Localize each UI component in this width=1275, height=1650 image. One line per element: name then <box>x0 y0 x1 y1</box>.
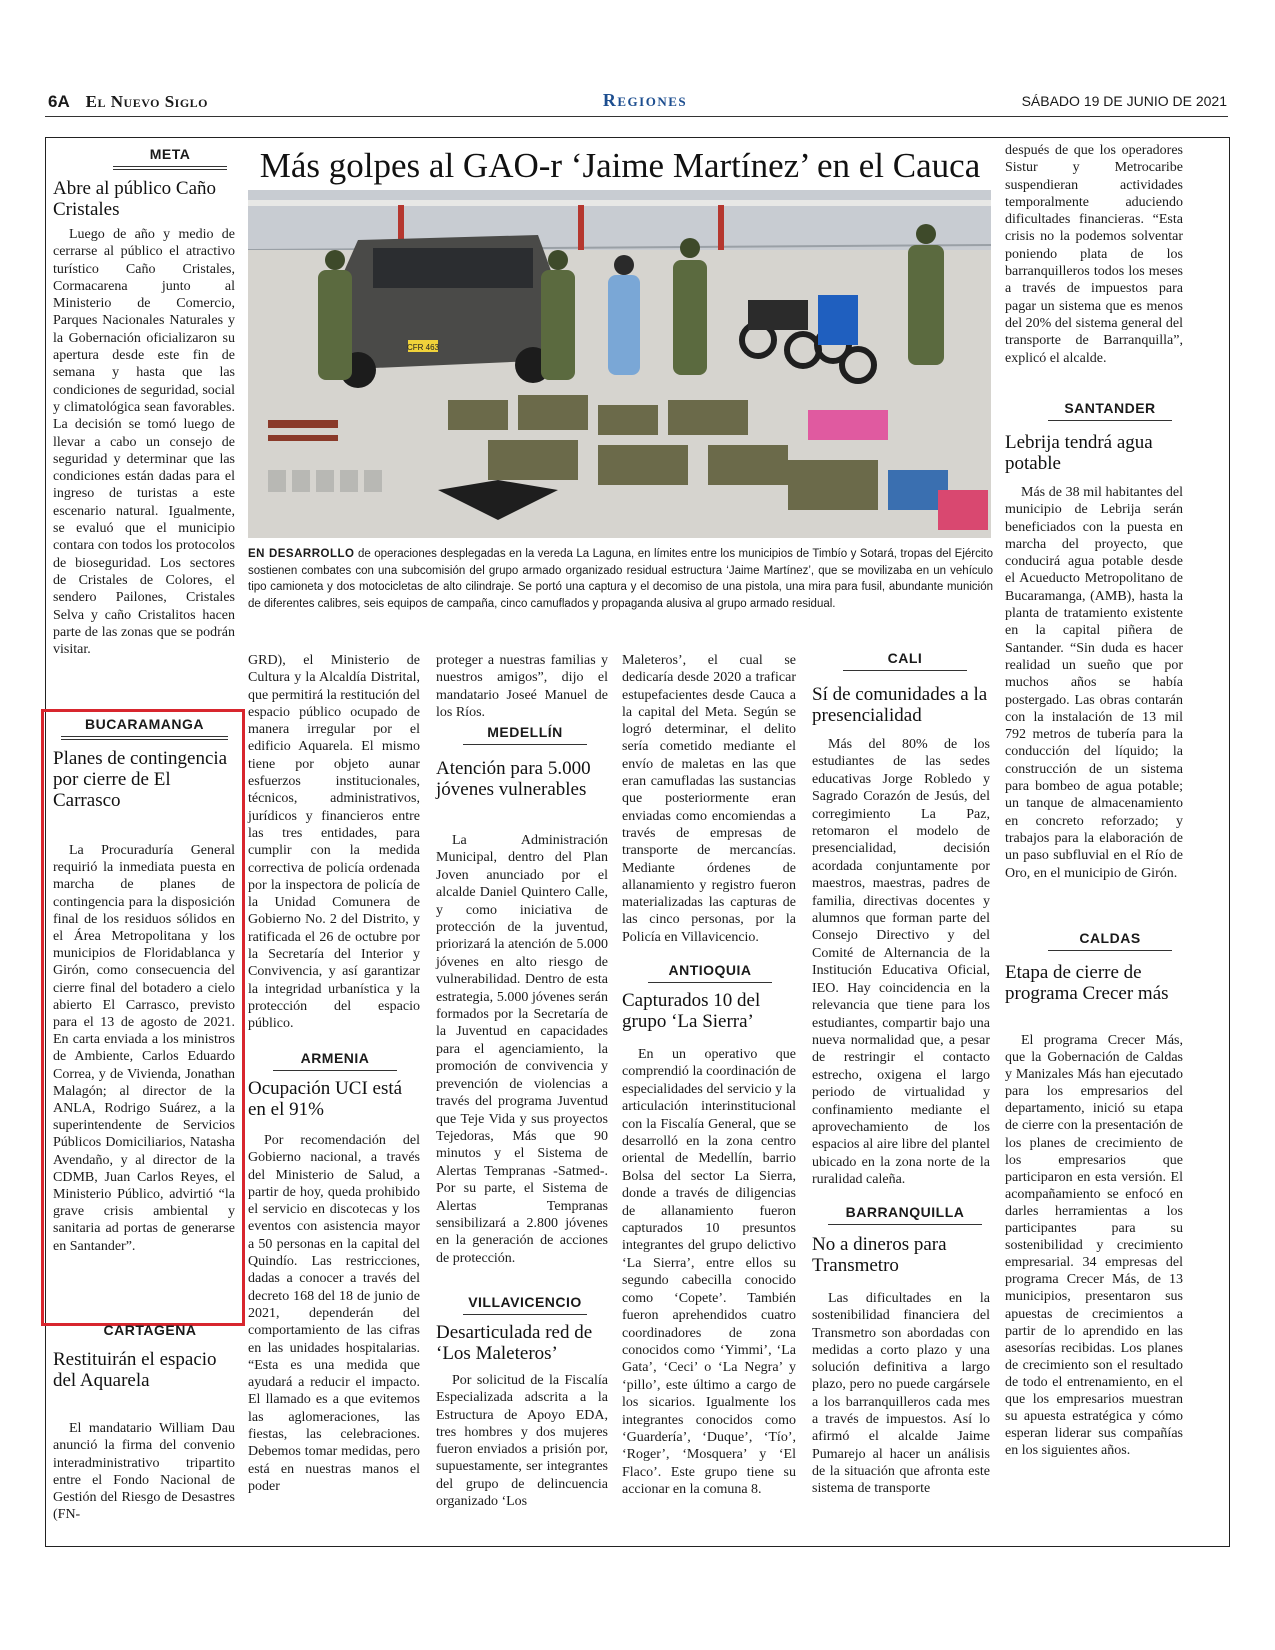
cartagena-tag: CARTAGENA <box>103 1322 197 1338</box>
soldiers-seizure-photo <box>248 190 991 538</box>
bucaramanga-body: La Procuraduría General requirió la inmediata puesta en marcha de planes de contingencia para la disposición final de los residuos sólidos en el Área Metropolitana y los municipios de Floridablanca y Girón, como consecuencia del cierre final del botadero a cielo abierto El Carrasco, previsto para el 13 de agosto de 2021. En carta enviada a los ministros de Ambiente, Carlos Eduardo Correa, y de Vivienda, Jonathan Malagón; al director de la ANLA, Rodrigo Suárez, a la superintendente de Servicios Públicos Domiciliarios, Natasha Avendaño, y al director de la CDMB, Juan Carlos Reyes, el Ministerio Público, advirtió “la grave crisis ambiental y sanitaria ad portas de generarse en Santander”. <box>53 843 235 1254</box>
bucaramanga-headline: Planes de contingencia por cierre de El Carrasco <box>53 748 228 811</box>
medellin-tag: MEDELLÍN <box>455 724 595 745</box>
meta-tag: META <box>105 146 235 170</box>
newspaper-logo: El Nuevo Siglo <box>85 92 209 111</box>
antioquia-body: En un operativo que comprendió la coordinación de especialidades del servicio y la articulación interinstitucional con la Fiscalía General, que se desarrolló en la zona centro oriental de Medellín, barrio Bolsa del sector La Sierra, donde a través de diligencias de allanamiento fueron capturados 10 presuntos integrantes del grupo delictivo ‘La Sierra’, entre ellos su segundo cabecilla conocido como ‘Copete’. También fueron aprehendidos cuatro coordinadores de zona conocidos como ‘Yimmi’, ‘La Gata’, ‘Ceci’ o ‘La Negra’ y ‘pillo’, este último a cargo de los sicarios. Igualmente los integrantes conocidos como ‘Guardería’, ‘Duque’, ‘Tío’, ‘Roger’, ‘Mosquera’ y ‘El Flaco’. Este grupo tiene su accionar en la comuna 8. <box>622 1047 796 1498</box>
antioquia-headline: Capturados 10 del grupo ‘La Sierra’ <box>622 990 761 1032</box>
meta-headline: Abre al público Caño Cristales <box>53 178 217 220</box>
armenia-body: Por recomendación del Gobierno nacional, a través del Ministerio de Salud, a partir de hoy, queda prohibido el servicio en discotecas y los eventos con asistencia mayor a 50 personas en la capital del Quindío. Las restricciones, dadas a conocer a través del decreto 168 del 18 de junio de 2021, dependerán del comportamiento de las cifras en las unidades hospitalarias. “Esta es una medida que ayudará a reducir el impacto. El llamado es a que evitemos las aglomeraciones, las fiestas, las celebraciones. Debemos tomar medidas, pero está en nuestras manos el poder <box>248 1133 420 1494</box>
barranquilla-headline: No a dineros para Transmetro <box>812 1234 947 1276</box>
photo-caption <box>248 546 993 612</box>
issue-date: SÁBADO 19 DE JUNIO DE 2021 <box>1021 93 1227 109</box>
barranquilla-tag: BARRANQUILLA <box>820 1204 990 1225</box>
villavicencio-tag: VILLAVICENCIO <box>455 1294 595 1315</box>
cartagena-body-part2: GRD), el Ministerio de Cultura y la Alcaldía Distrital, que permitirá la restitución del espacio público ocupado de manera irregular por el edificio Aquarela. El mismo tiene por objeto aunar esfuerzos institucionales, técnicos, administrativos, jurídicos y financieros entre las tres entidades, para cumplir con la medida correctiva de policía ordenada por la inspectora de policía de la Unidad Comunera de Gobierno No. 2 del Distrito, y ratificada el 26 de octubre por la Secretaría del Interior y Convivencia, y así garantizar la integridad urbanística y la protección del espacio público. <box>248 653 420 1032</box>
cali-headline: Sí de comunidades a la presencialidad <box>812 684 988 726</box>
main-headline: Más golpes al GAO-r ‘Jaime Martínez’ en el Cauca <box>259 146 981 185</box>
barranquilla-body: Las dificultades en la sostenibilidad financiera del Transmetro son abordadas con medidas a corto plazo y una solución definitiva a largo plazo, pero no puede cargársele a los barranquilleros cada mes a través de impuestos. Así lo afirmó el alcalde Jaime Pumarejo al hacer un análisis de la situación que afronta este sistema de transporte <box>812 1291 990 1497</box>
caption-text: de operaciones desplegadas en la vereda La Laguna, en límites entre los municipios de Timbío y Sotará, tropas del Ejército sostienen combates con una subcomisión del grupo armado organizado residual estructura ‘Jaime Martínez’, que se movilizaba en un vehículo tipo camioneta y dos motocicletas de alto cilindraje. Se portó una captura y el decomiso de una pistola, una mira para fusil, abundante munición de diferentes calibres, seis equipos de campaña, cinco camuflados y propaganda alusiva al grupo armado residual. <box>248 548 993 610</box>
barranquilla-continuation: después de que los operadores Sistur y Metrocaribe suspendieran actividades temporalmente aduciendo dificultades financieras. “Esta crisis no la podemos solventar poniendo plata de los barranquilleros todos los meses a través de impuestos para pagar un sistema que es menos del 20% del sistema general del transporte de Barranquilla”, explicó el alcalde. <box>1005 143 1183 366</box>
plate-number: CFR 463 <box>406 343 440 352</box>
cartagena-headline: Restituirán el espacio del Aquarela <box>53 1349 217 1391</box>
caption-lead: EN DESARROLLO <box>248 548 355 560</box>
armenia-continuation: proteger a nuestras familias y nuestros amigos”, dijo el mandatario Joseé Manuel de los Ríos. <box>436 653 608 720</box>
santander-tag: SANTANDER <box>1040 400 1180 421</box>
header-rule <box>45 116 1228 117</box>
masthead-left <box>48 92 208 112</box>
villavicencio-body-part2: Maleteros’, el cual se dedicaría desde 2020 a traficar estupefacientes desde Cauca a la capital del Meta. Según se logró determinar, el delito sería cometido mediante el envío de maletas en las que eran camufladas las sustancias que posteriormente eran enviadas como encomiendas a través de empresas de transporte de mercancías. Mediante órdenes de allanamiento y registro fueron materializadas las capturas de las cinco personas, por la Policía en Villavicencio. <box>622 653 796 945</box>
villavicencio-body-part1: Por solicitud de la Fiscalía Especializada adscrita a la Estructura de Apoyo EDA, tres hombres y dos mujeres fueron enviados a prisión por, supuestamente, ser integrantes del grupo de delincuencia organizado ‘Los <box>436 1373 608 1510</box>
main-photo <box>248 190 991 538</box>
cali-body: Más del 80% de los estudiantes de las sedes educativas Jorge Robledo y Sagrado Corazón de Jesús, del corregimiento La Paz, retomaron el modelo de presencialidad, decisión acordada conjuntamente por maestros, maestras, padres de familia, directivas docentes y alumnos que forman parte del Consejo Directivo y del Comité de Alternancia de la Institución Educativa Oficial, IEO. Hay coincidencia en la relevancia que tiene para los estudiantes, compartir bajo una nueva normalidad que, a pesar de restringir el contacto estrecho, oxigena el largo periodo de virtualidad y confinamiento mediante el aprovechamiento de los espacios al aire libre del plantel ubicado en la zona norte de la ruralidad caleña. <box>812 737 990 1188</box>
caldas-body: El programa Crecer Más, que la Gobernación de Caldas y Manizales Más han ejecutado para los empresarios del departamento, inició su etapa de cierre con la presentación de los planes de crecimiento de los empresarios que participaron en esta versión. El acompañamiento se enfocó en darles herramientas a los participantes para su sostenibilidad y crecimiento empresarial. 34 empresas del programa Crecer Más, de 13 municipios, presentaron sus apuestas de crecimientos a partir de lo aprendido en las asesorías recibidas. Los planes de crecimiento son el resultado de todo el entrenamiento, en el que los empresarios muestran su apuesta estratégica y cómo esperan liderar sus compañías en los siguientes años. <box>1005 1033 1183 1459</box>
cali-tag: CALI <box>835 650 975 671</box>
bucaramanga-tag: BUCARAMANGA <box>53 716 236 740</box>
santander-body: Más de 38 mil habitantes del municipio de Lebrija serán beneficiados con la puesta en marcha del proyecto, que conducirá agua potable desde el Acueducto Metropolitano de Bucaramanga, (AMB), hasta la planta de tratamiento existente en la capital piñera de Santander. “Sin duda es hacer realidad un sueño que por muchos años se había postergado. Las obras contarán con la instalación de 13 mil 792 metros de tubería para la conducción del líquido; la construcción de un sistema para bombeo de agua potable; un tanque de almacenamiento en concreto reforzado; y trabajos para la elaboración de un paso subfluvial en el Río de Oro, en el municipio de Girón. <box>1005 485 1183 881</box>
armenia-headline: Ocupación UCI está en el 91% <box>248 1078 403 1120</box>
caldas-tag: CALDAS <box>1040 930 1180 951</box>
section-name: Regiones <box>602 90 688 110</box>
santander-headline: Lebrija tendrá agua potable <box>1005 432 1153 474</box>
armenia-tag: ARMENIA <box>265 1050 405 1071</box>
medellin-body: La Administración Municipal, dentro del Plan Joven anunciado por el alcalde Daniel Quintero Calle, y como iniciativa de protección de la juventud, priorizará la atención de 5.000 jóvenes en alto riesgo de vulnerabilidad. Dentro de esta estrategia, 5.000 jóvenes serán formados por la Secretaría de la Juventud en capacidades para el agenciamiento, la promoción de convivencia y prevención de violencias a través del programa Juventud que Teje Vida y sus proyectos Tejedoras, Más que 90 minutos y el Sistema de Alertas Tempranas -Satmed-. Por su parte, el Sistema de Alertas Tempranas sensibilizará a 2.800 jóvenes en la generación de acciones de protección. <box>436 833 608 1266</box>
medellin-headline: Atención para 5.000 jóvenes vulnerables <box>436 758 591 800</box>
antioquia-tag: ANTIOQUIA <box>640 962 780 983</box>
meta-body: Luego de año y medio de cerrarse al público el atractivo turístico Caño Cristales, Cormacarena junto al Ministerio de Comercio, Parques Nacionales Naturales y la Gobernación oficializaron su apertura desde este fin de semana y hasta que las condiciones de seguridad, social y climatológica sean favorables. La decisión se tomó luego de llevar a cabo un consejo de seguridad y determinar que las condiciones están dadas para el ingreso de turistas a este escenario natural. Igualmente, se evaluó que el municipio contara con todos los protocolos de bioseguridad. Los sectores de Cristales de Colores, el sendero Pailones, Cristales Selva y caño Cristalitos hacen parte de las zonas que se podrán visitar. <box>53 227 235 658</box>
villavicencio-headline: Desarticulada red de ‘Los Maleteros’ <box>436 1322 593 1364</box>
cartagena-body-part1: El mandatario William Dau anunció la firma del convenio interadministrativo tripartito entre el Fondo Nacional de Gestión del Riesgo de Desastres (FN- <box>53 1421 235 1523</box>
highlight-box <box>41 709 245 1326</box>
page-number: 6A <box>48 92 70 111</box>
caldas-headline: Etapa de cierre de programa Crecer más <box>1005 962 1169 1004</box>
